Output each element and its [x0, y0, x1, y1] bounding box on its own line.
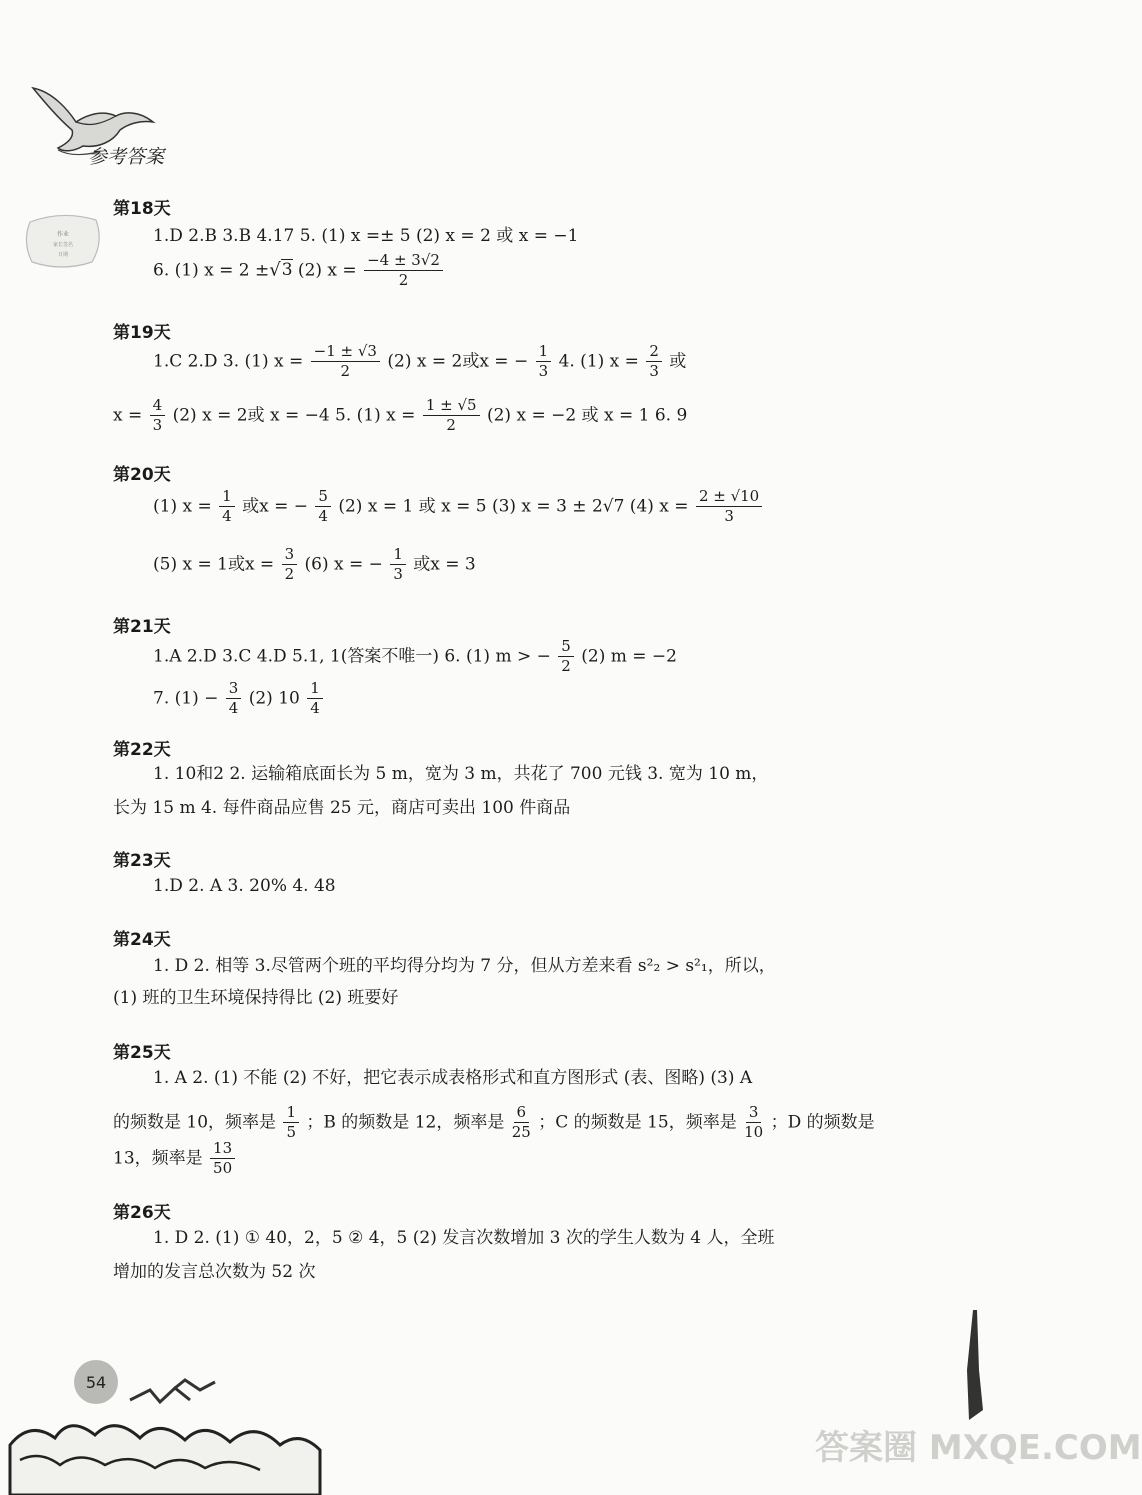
section-title: 第20天: [113, 465, 171, 485]
fraction: $\frac{-4 \pm 3√2}{2}$: [364, 252, 443, 290]
answer-line: 7. (1) − $\frac{3}{4}$ (2) 10 $\frac{1}{4}$: [153, 680, 325, 718]
answer-line: 的频数是 10，频率是 $\frac{1}{5}$ ；B 的频数是 12，频率是 $\frac{6}{25}$ ；C 的频数是 15，频率是 $\frac{3}{10}$ ；D 的频数是: [113, 1103, 875, 1142]
answer-line: 1.D 2.B 3.B 4.17 5. (1) x =± 5 (2) x = 2 或 x = −1: [153, 226, 579, 246]
answer-line: 1.A 2.D 3.C 4.D 5.1, 1(答案不唯一) 6. (1) m > − $\frac{5}{2}$ (2) m = −2: [153, 637, 677, 676]
header-title: 参考答案: [88, 146, 165, 168]
section-title: 第23天: [113, 851, 171, 871]
section-title: 第19天: [113, 323, 171, 343]
clouds-birds-icon: [10, 1360, 330, 1495]
answer-line: x = $\frac{4}{3}$ (2) x = 2或 x = −4 5. (1) x = $\frac{1 \pm √5}{2}$ (2) x = −2 或 x = 1 6. 9: [113, 396, 688, 435]
answer-line: 1.C 2.D 3. (1) x = $\frac{-1 \pm √3}{2}$ (2) x = 2或x = − $\frac{1}{3}$ 4. (1) x = $\frac{2}{3}$ 或: [153, 342, 687, 381]
section-title: 第24天: [113, 930, 171, 950]
answer-line: 1. D 2. 相等 3.尽管两个班的平均得分均为 7 分，但从方差来看 s²₂ > s²₁，所以，: [153, 956, 776, 976]
answer-line: (1) x = $\frac{1}{4}$ 或x = − $\frac{5}{4}$ (2) x = 1 或 x = 5 (3) x = 3 ± 2√7 (4) x = $\frac{2 \pm √10}{3}$: [153, 488, 764, 526]
section-title: 第21天: [113, 617, 171, 637]
svg-text:作业: 作业: [56, 231, 70, 238]
answer-line: 1.D 2. A 3. 20% 4. 48: [153, 876, 336, 896]
edge-shadow-icon: [955, 1310, 985, 1420]
answer-line: 6. (1) x = 2 ±√3 (2) x = $\frac{-4 \pm 3√2}{2}$: [153, 252, 445, 290]
answer-line: (1) 班的卫生环境保持得比 (2) 班要好: [113, 988, 399, 1008]
section-title: 第25天: [113, 1043, 171, 1063]
answer-line: 增加的发言总次数为 52 次: [113, 1262, 316, 1282]
answer-line: (5) x = 1或x = $\frac{3}{2}$ (6) x = − $\frac{1}{3}$ 或x = 3: [153, 545, 476, 584]
answer-line: 1. A 2. (1) 不能 (2) 不好，把它表示成表格形式和直方图形式 (表、图略) (3) A: [153, 1068, 753, 1088]
section-title: 第18天: [113, 199, 171, 219]
svg-text:日期: 日期: [57, 252, 69, 258]
section-title: 第22天: [113, 740, 171, 760]
page-number: 54: [74, 1360, 118, 1404]
stamp-icon: [22, 212, 104, 270]
svg-text:家长签名: 家长签名: [52, 242, 74, 248]
answer-line: 1. D 2. (1) ① 40，2，5 ② 4，5 (2) 发言次数增加 3 次的学生人数为 4 人，全班: [153, 1228, 775, 1248]
answer-line: 1. 10和2 2. 运输箱底面长为 5 m，宽为 3 m，共花了 700 元钱 3. 宽为 10 m，: [153, 764, 769, 784]
answer-line: 13，频率是 $\frac{13}{50}$: [113, 1140, 237, 1178]
section-title: 第26天: [113, 1203, 171, 1223]
watermark: 答案圈 MXQE.COM: [815, 1428, 1142, 1468]
answer-line: 长为 15 m 4. 每件商品应售 25 元，商店可卖出 100 件商品: [113, 798, 571, 818]
